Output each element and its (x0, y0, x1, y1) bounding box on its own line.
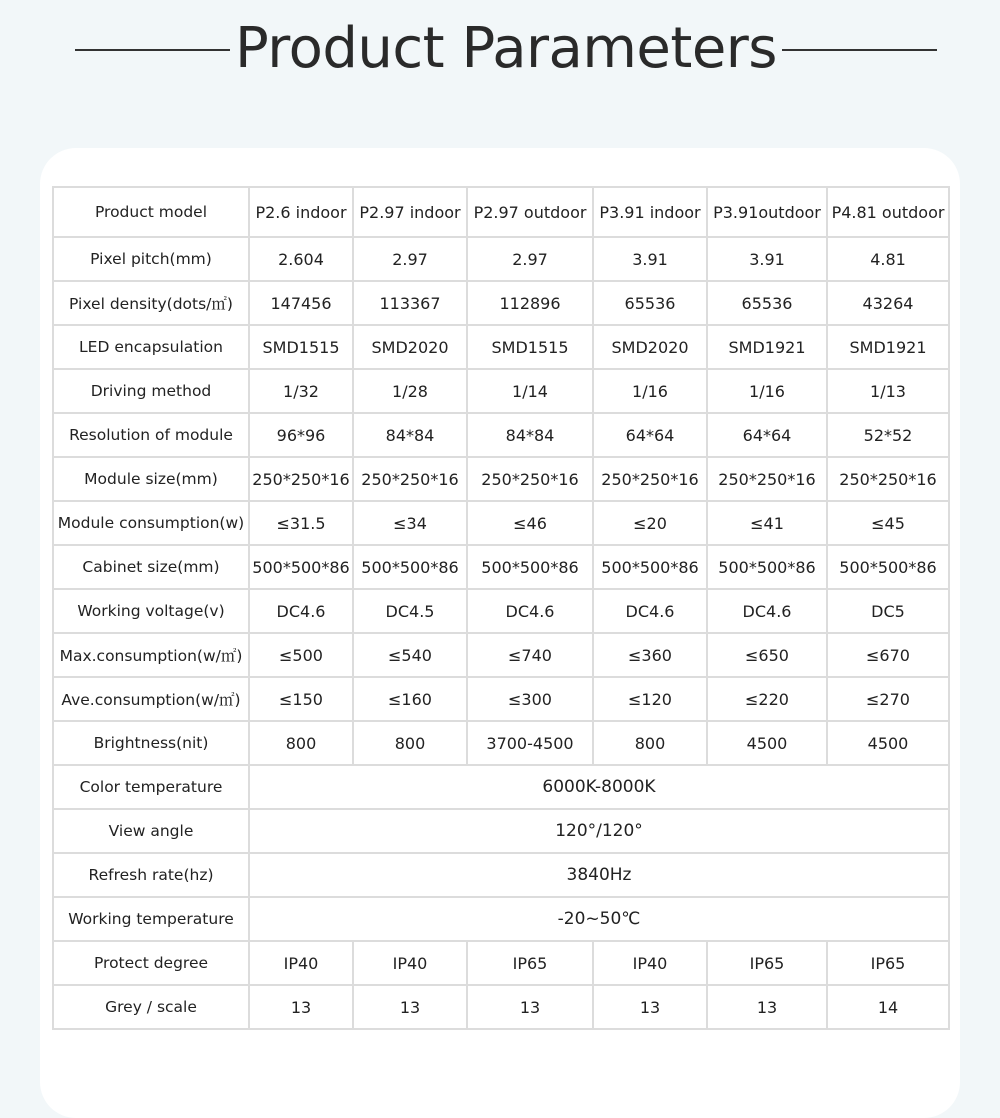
row-label: Driving method (53, 369, 249, 413)
table-cell: ≤270 (827, 677, 949, 721)
row-label: Max.consumption(w/㎡) (53, 633, 249, 677)
row-label: Brightness(nit) (53, 721, 249, 765)
table-row (53, 369, 949, 413)
table-cell: 65536 (707, 281, 827, 325)
table-row-merged (53, 897, 949, 941)
table-cell: 500*500*86 (353, 545, 467, 589)
table-cell: ≤45 (827, 501, 949, 545)
table-cell: 13 (249, 985, 353, 1029)
table-cell: IP40 (249, 941, 353, 985)
column-header: P2.97 indoor (353, 187, 467, 237)
table-row (53, 677, 949, 721)
row-label: Working temperature (53, 897, 249, 941)
table-cell: SMD1515 (467, 325, 593, 369)
table-cell: IP40 (593, 941, 707, 985)
column-header: P2.97 outdoor (467, 187, 593, 237)
table-cell: 500*500*86 (593, 545, 707, 589)
row-label: Module size(mm) (53, 457, 249, 501)
table-cell: 1/32 (249, 369, 353, 413)
table-cell: 13 (707, 985, 827, 1029)
column-header: P3.91 indoor (593, 187, 707, 237)
row-label: Cabinet size(mm) (53, 545, 249, 589)
table-cell: 65536 (593, 281, 707, 325)
row-label: Refresh rate(hz) (53, 853, 249, 897)
table-cell: 96*96 (249, 413, 353, 457)
table-row (53, 941, 949, 985)
table-cell: 1/14 (467, 369, 593, 413)
table-cell: ≤300 (467, 677, 593, 721)
table-row (53, 413, 949, 457)
table-cell: 13 (353, 985, 467, 1029)
row-label: Color temperature (53, 765, 249, 809)
table-cell: ≤540 (353, 633, 467, 677)
merged-cell: 3840Hz (249, 853, 949, 897)
table-cell: DC4.6 (467, 589, 593, 633)
row-label: Ave.consumption(w/㎡) (53, 677, 249, 721)
table-cell: IP65 (707, 941, 827, 985)
table-cell: 1/16 (707, 369, 827, 413)
table-row (53, 589, 949, 633)
table-cell: 3.91 (593, 237, 707, 281)
table-cell: 800 (353, 721, 467, 765)
table-row (53, 501, 949, 545)
table-cell: 250*250*16 (827, 457, 949, 501)
table-cell: 84*84 (467, 413, 593, 457)
table-row (53, 985, 949, 1029)
table-cell: ≤500 (249, 633, 353, 677)
table-cell: ≤34 (353, 501, 467, 545)
table-cell: 250*250*16 (467, 457, 593, 501)
table-cell: 250*250*16 (593, 457, 707, 501)
table-cell: 13 (593, 985, 707, 1029)
row-label: View angle (53, 809, 249, 853)
page-title: Product Parameters (235, 16, 777, 81)
title-divider-right (782, 49, 937, 51)
table-cell: 3.91 (707, 237, 827, 281)
table-cell: SMD2020 (353, 325, 467, 369)
table-row (53, 457, 949, 501)
row-label: Protect degree (53, 941, 249, 985)
table-cell: 4500 (827, 721, 949, 765)
table-row-merged (53, 853, 949, 897)
table-cell: SMD1921 (827, 325, 949, 369)
table-cell: 64*64 (593, 413, 707, 457)
table-cell: IP40 (353, 941, 467, 985)
table-cell: ≤41 (707, 501, 827, 545)
row-label: Working voltage(v) (53, 589, 249, 633)
table-row (53, 237, 949, 281)
table-cell: 250*250*16 (707, 457, 827, 501)
table-cell: 800 (249, 721, 353, 765)
table-header-row (53, 187, 949, 237)
table-cell: 4500 (707, 721, 827, 765)
column-header: P3.91outdoor (707, 187, 827, 237)
table-cell: ≤20 (593, 501, 707, 545)
parameters-table (52, 186, 950, 1030)
table-cell: DC5 (827, 589, 949, 633)
table-cell: DC4.5 (353, 589, 467, 633)
page-header (0, 0, 1000, 100)
table-cell: 147456 (249, 281, 353, 325)
table-cell: 500*500*86 (249, 545, 353, 589)
table-cell: 800 (593, 721, 707, 765)
table-cell: 64*64 (707, 413, 827, 457)
table-cell: ≤740 (467, 633, 593, 677)
table-cell: ≤160 (353, 677, 467, 721)
table-cell: 2.97 (467, 237, 593, 281)
table-cell: DC4.6 (593, 589, 707, 633)
table-cell: ≤150 (249, 677, 353, 721)
table-cell: 3700-4500 (467, 721, 593, 765)
row-label: Pixel pitch(mm) (53, 237, 249, 281)
table-cell: 43264 (827, 281, 949, 325)
table-row (53, 633, 949, 677)
table-row (53, 325, 949, 369)
table-cell: IP65 (467, 941, 593, 985)
table-cell: 14 (827, 985, 949, 1029)
table-cell: ≤46 (467, 501, 593, 545)
row-label: Resolution of module (53, 413, 249, 457)
table-cell: 250*250*16 (353, 457, 467, 501)
table-cell: 1/16 (593, 369, 707, 413)
table-cell: ≤31.5 (249, 501, 353, 545)
title-divider-left (75, 49, 230, 51)
table-cell: 2.604 (249, 237, 353, 281)
table-cell: DC4.6 (707, 589, 827, 633)
table-cell: 500*500*86 (467, 545, 593, 589)
table-cell: IP65 (827, 941, 949, 985)
table-cell: 1/28 (353, 369, 467, 413)
table-cell: 113367 (353, 281, 467, 325)
row-label: Module consumption(w) (53, 501, 249, 545)
table-cell: DC4.6 (249, 589, 353, 633)
table-cell: ≤120 (593, 677, 707, 721)
row-label: Grey / scale (53, 985, 249, 1029)
table-row-merged (53, 765, 949, 809)
table-cell: 500*500*86 (707, 545, 827, 589)
table-row (53, 545, 949, 589)
column-header: P2.6 indoor (249, 187, 353, 237)
table-cell: SMD1921 (707, 325, 827, 369)
table-cell: 4.81 (827, 237, 949, 281)
column-header: P4.81 outdoor (827, 187, 949, 237)
table-cell: 13 (467, 985, 593, 1029)
table-cell: 52*52 (827, 413, 949, 457)
table-cell: SMD2020 (593, 325, 707, 369)
table-cell: 2.97 (353, 237, 467, 281)
row-label: Pixel density(dots/㎡) (53, 281, 249, 325)
table-cell: ≤650 (707, 633, 827, 677)
merged-cell: 6000K-8000K (249, 765, 949, 809)
table-cell: 500*500*86 (827, 545, 949, 589)
table-cell: 112896 (467, 281, 593, 325)
table-cell: ≤670 (827, 633, 949, 677)
table-row (53, 721, 949, 765)
table-cell: 250*250*16 (249, 457, 353, 501)
table-row (53, 281, 949, 325)
table-cell: 1/13 (827, 369, 949, 413)
merged-cell: 120°/120° (249, 809, 949, 853)
table-cell: ≤360 (593, 633, 707, 677)
table-row-merged (53, 809, 949, 853)
table-cell: SMD1515 (249, 325, 353, 369)
table-cell: ≤220 (707, 677, 827, 721)
row-label: LED encapsulation (53, 325, 249, 369)
merged-cell: -20~50℃ (249, 897, 949, 941)
row-label: Product model (53, 187, 249, 237)
table-cell: 84*84 (353, 413, 467, 457)
